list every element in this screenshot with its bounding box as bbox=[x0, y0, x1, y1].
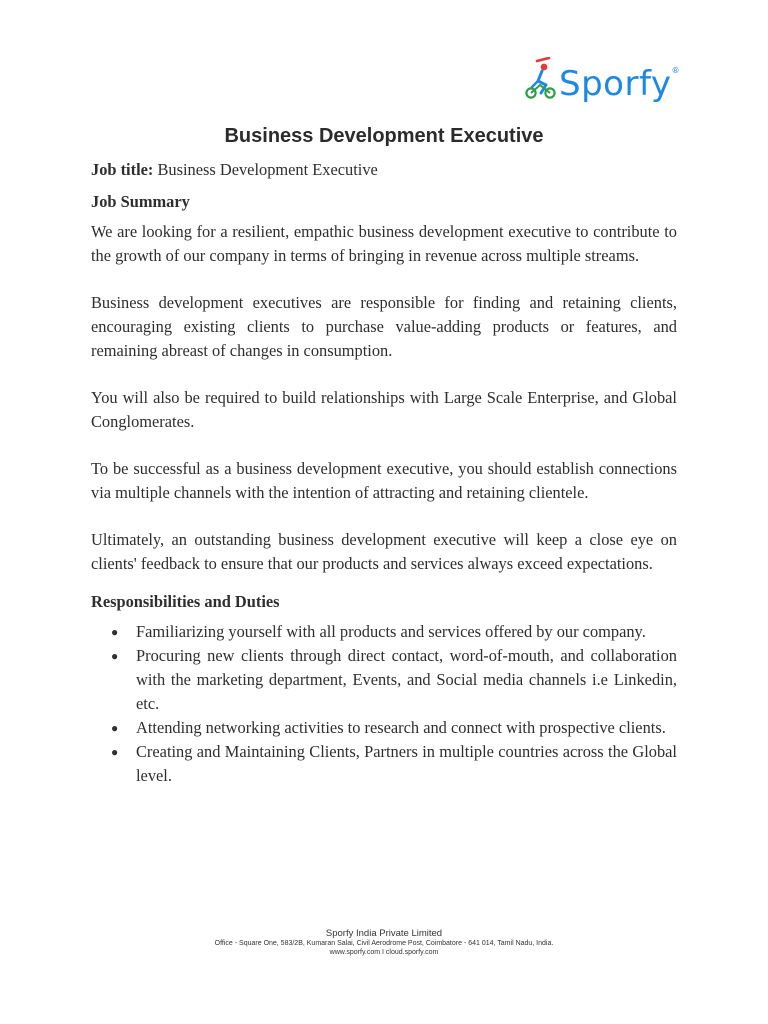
list-item-text: Creating and Maintaining Clients, Partners in multiple countries across the Global level. bbox=[136, 742, 677, 785]
footer-address: Office - Square One, 583/2B, Kumaran Salai, Civil Aerodrome Post, Coimbatore - 641 014, Tamil Nadu, India. bbox=[214, 940, 554, 947]
responsibilities-list bbox=[91, 620, 677, 788]
job-summary-heading: Job Summary bbox=[91, 192, 190, 211]
job-title-line bbox=[91, 158, 677, 182]
registered-mark: ® bbox=[671, 66, 680, 75]
bullet-icon: ● bbox=[111, 625, 119, 639]
summary-paragraph: Ultimately, an outstanding business development executive will keep a close eye on clients' feedback to ensure that our products and services always exceed expectations. bbox=[91, 530, 677, 573]
brand-name: Sporfy bbox=[559, 64, 672, 104]
summary-paragraph: To be successful as a business development executive, you should establish connections via multiple channels with the intention of attracting and retaining clientele. bbox=[91, 459, 677, 502]
brand-logo bbox=[524, 52, 684, 110]
footer-company: Sporfy India Private Limited bbox=[325, 928, 443, 939]
job-title-label: Job title: bbox=[91, 160, 154, 179]
sports-figure-icon bbox=[524, 57, 558, 105]
list-item bbox=[91, 620, 677, 644]
list-item bbox=[91, 716, 677, 740]
summary-paragraph: You will also be required to build relationships with Large Scale Enterprise, and Global Conglomerates. bbox=[91, 388, 677, 431]
list-item-text: Attending networking activities to research and connect with prospective clients. bbox=[136, 718, 666, 737]
document-body bbox=[91, 158, 677, 788]
bullet-icon: ● bbox=[111, 721, 119, 735]
list-item-text: Familiarizing yourself with all products and services offered by our company. bbox=[136, 622, 646, 641]
bullet-icon: ● bbox=[111, 745, 119, 759]
responsibilities-heading: Responsibilities and Duties bbox=[91, 592, 280, 611]
list-item bbox=[91, 740, 677, 788]
bullet-icon: ● bbox=[111, 649, 119, 663]
footer-web-links: www.sporfy.com I cloud.sporfy.com bbox=[329, 949, 439, 956]
list-item-text: Procuring new clients through direct contact, word-of-mouth, and collaboration with the marketing department, Events, and Social media channels i.e Linkedin, etc. bbox=[136, 646, 677, 713]
summary-paragraph: Business development executives are responsible for finding and retaining clients, encouraging existing clients to purchase value-adding products or features, and remaining abreast of changes in consumption. bbox=[91, 293, 677, 360]
list-item bbox=[91, 644, 677, 716]
job-title-value: Business Development Executive bbox=[153, 160, 378, 179]
summary-paragraph: We are looking for a resilient, empathic business development executive to contribute to the growth of our company in terms of bringing in revenue across multiple streams. bbox=[91, 222, 677, 265]
page-footer bbox=[0, 928, 768, 957]
document-title: Business Development Executive bbox=[224, 125, 544, 147]
